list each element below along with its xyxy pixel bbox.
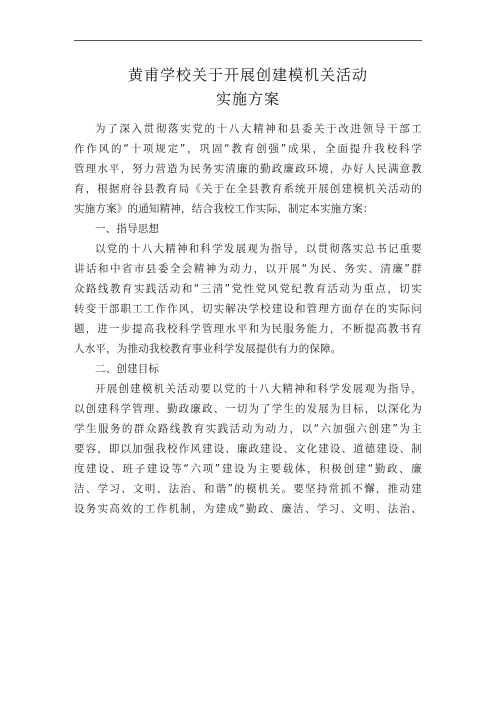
header-rule [74, 40, 422, 41]
goals-paragraph [74, 379, 422, 519]
text-line: 以党的十八大精神和科学发展观为指导，以贯彻落实总书记重要 [95, 243, 422, 255]
text-line: 设务实高效的工作机制，为建成“勤政、廉洁、学习、文明、法治、 [74, 503, 422, 515]
text-line: 实施方案》的通知精神，结合我校工作实际，制定本实施方案： [74, 203, 374, 215]
text-line: 要容，即以加强我校作风建设、廉政建设、文化建设、道德建设、制 [74, 443, 422, 455]
text-line: 管理水平，努力营造为民务实清廉的勤政廉政环境，办好人民满意教 [74, 163, 422, 175]
document-body [74, 119, 422, 519]
text-line: 转变干部职工工作作风，切实解决学校建设和管理方面存在的实际问 [74, 303, 422, 315]
text-line: 育，根据府谷县教育局《关于在全县教育系统开展创建模机关活动的 [74, 183, 422, 195]
guiding-ideology-paragraph [74, 239, 422, 359]
document-title: 黄甫学校关于开展创建模机关活动 [127, 66, 368, 84]
text-line: 众路线教育实践活动和“三清”党性党风党纪教育活动为重点，切实 [74, 283, 422, 295]
text-line: 以创建科学管理、勤政廉政、一切为了学生的发展为目标，以深化为 [74, 403, 422, 415]
text-line: 洁、学习、文明、法治、和谐”的模机关。要坚持常抓不懈，推动建 [74, 483, 422, 495]
text-line: 题，进一步提高我校科学管理水平和为民服务能力，不断提高教书育 [74, 323, 422, 335]
text-line: 学生服务的群众路线教育实践活动为动力，以“六加强六创建”为主 [74, 423, 422, 435]
text-line: 度建设、班子建设等“六项”建设为主要载体，积极创建“勤政、廉 [74, 463, 422, 475]
section-heading-guiding-ideology: 一、指导思想 [95, 223, 160, 235]
section-heading-goals: 二、创建目标 [95, 363, 160, 375]
document-subtitle: 实施方案 [215, 90, 280, 108]
text-line: 讲话和中省市县委全会精神为动力，以开展“为民、务实、清廉”群 [74, 263, 422, 275]
text-line: 作作风的“十项规定”，巩固“教育创强”成果，全面提升我校科学 [74, 143, 422, 155]
intro-paragraph [74, 119, 422, 219]
text-line: 开展创建模机关活动要以党的十八大精神和科学发展观为指导， [95, 383, 422, 395]
text-line: 为了深入贯彻落实党的十八大精神和县委关于改进领导干部工 [95, 123, 422, 135]
text-line: 人水平，为推动我校教育事业科学发展提供有力的保障。 [74, 343, 342, 355]
